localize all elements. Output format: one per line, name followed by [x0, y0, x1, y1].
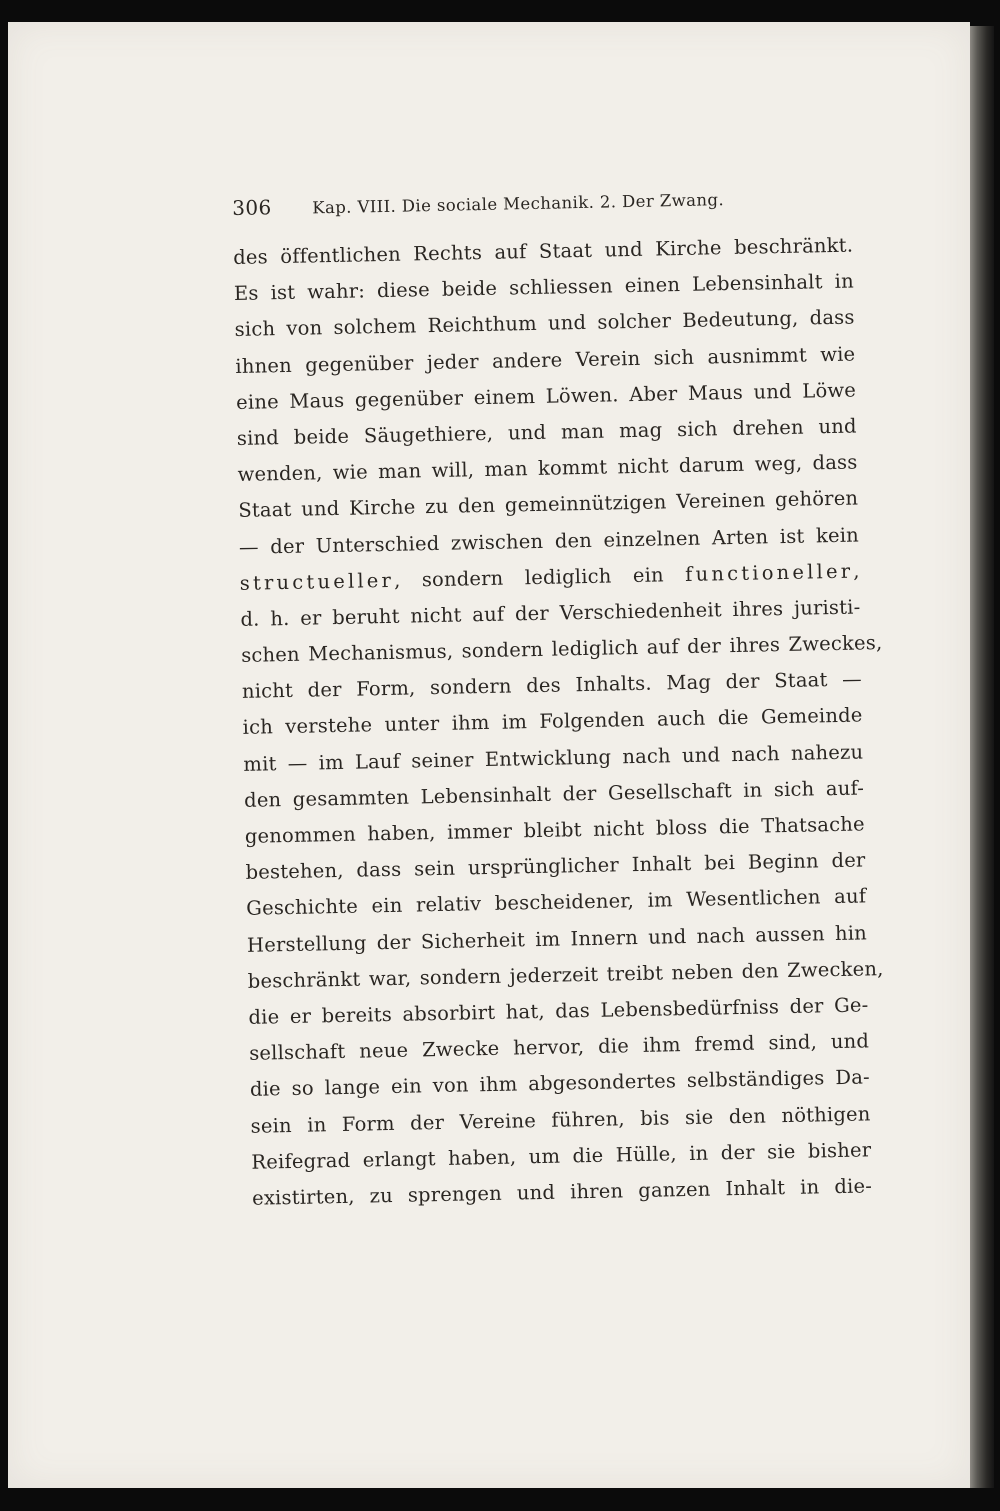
text-line: Reifegrad erlangt haben, um die Hülle, in der sie bisher: [251, 1138, 872, 1174]
running-head: Kap. VIII. Die sociale Mechanik. 2. Der Zwang.: [312, 190, 725, 218]
text-line: Geschichte ein relativ bescheidener, im Wesentlichen auf: [246, 884, 867, 921]
text-line: die so lange ein von ihm abgesondertes selbständiges Da-: [249, 1065, 871, 1102]
text-line: sein in Form der Vereine führen, bis sie den nöthigen: [250, 1101, 871, 1138]
text-line: Es ist wahr: diese beide schliessen einen Lebensinhalt in: [233, 269, 855, 306]
text-line: sich von solchem Reichthum und solcher Bedeutung, dass: [234, 305, 855, 342]
text-line-spaced: structueller, sondern lediglich ein functioneller,: [239, 559, 860, 595]
text-line: eine Maus gegenüber einem Löwen. Aber Maus und Löwe: [235, 378, 857, 414]
text-line: des öffentlichen Rechts auf Staat und Kirche beschränkt.: [233, 233, 854, 269]
body-text: [233, 228, 884, 1217]
emphasis-spaced: structueller: [239, 568, 395, 595]
text-line: d. h. er beruht nicht auf der Verschiedenheit ihres juristi-: [240, 595, 861, 631]
text-line: Herstellung der Sicherheit im Innern und nach aussen hin: [246, 920, 868, 957]
text-line: existirten, zu sprengen und ihren ganzen Inhalt in die-: [251, 1174, 873, 1210]
text-line: sind beide Säugethiere, und man mag sich drehen und: [236, 414, 857, 450]
page-number: 306: [232, 195, 272, 220]
text-line: ich verstehe unter ihm im Folgenden auch die Gemeinde: [242, 703, 863, 740]
page-edge: [970, 26, 994, 1488]
text-line: genommen haben, immer bleibt nicht bloss die Thatsache: [244, 812, 865, 848]
page-text-block: [232, 184, 884, 1217]
text-line: beschränkt war, sondern jederzeit treibt neben den Zwecken,: [247, 956, 884, 993]
text-line: die er bereits absorbirt hat, das Lebensbedürfniss der Ge-: [248, 993, 869, 1029]
text-line: Staat und Kirche zu den gemeinnützigen Vereinen gehören: [238, 486, 859, 523]
text-line: den gesammten Lebensinhalt der Gesellschaft in sich auf-: [243, 776, 865, 812]
text-line: ihnen gegenüber jeder andere Verein sich ausnimmt wie: [235, 342, 856, 378]
text-line: — der Unterschied zwischen den einzelnen Arten ist kein: [238, 522, 860, 559]
emphasis-spaced: functioneller: [684, 559, 854, 586]
text-line: sellschaft neue Zwecke hervor, die ihm fremd sind, und: [248, 1029, 870, 1065]
text-line: schen Mechanismus, sondern lediglich auf der ihres Zweckes,: [240, 631, 883, 667]
text-line: bestehen, dass sein ursprünglicher Inhalt bei Beginn der: [245, 848, 866, 885]
text-line: mit — im Lauf seiner Entwicklung nach und nach nahezu: [243, 740, 864, 776]
text-line: nicht der Form, sondern des Inhalts. Mag der Staat —: [241, 667, 863, 704]
text-line: wenden, wie man will, man kommt nicht darum weg, dass: [237, 450, 858, 487]
